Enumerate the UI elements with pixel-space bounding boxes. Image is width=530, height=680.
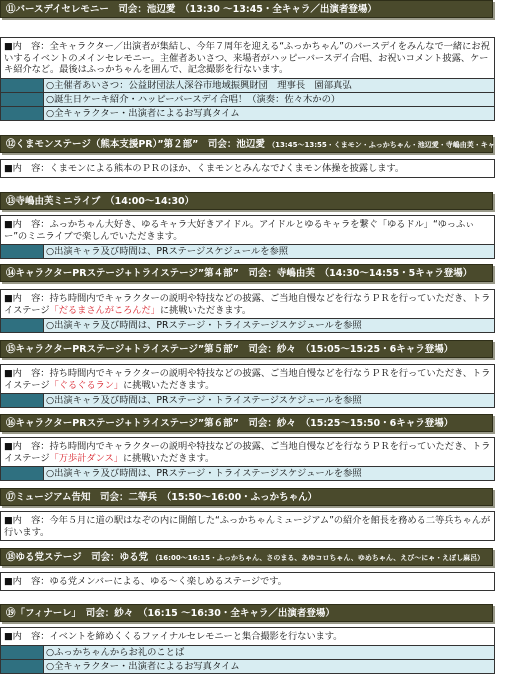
section-16-item: ○出演キャラ及び時間は、PRステージ・トライステージスケジュールを参照 [1,466,494,480]
section-12-description: ■内 容：くまモンによる熊本のＰＲのほか、くまモンとみんなで♪くまモン体操を披露します。 [4,163,405,174]
section-18-subtitle: （16:00～16:15・ふっかちゃん、さのまる、あゆコロちゃん、ゆめちゃん、えび～にゃ・えぼし麻呂） [151,554,485,562]
section-19-body [0,627,495,674]
section-14-body [0,289,495,333]
section-15-body [0,364,495,408]
section-15-item: ○出演キャラ及び時間は、PRステージ・トライステージスケジュールを参照 [1,393,494,407]
section-19-item: ○ふっかちゃんからお礼のことば [1,645,494,659]
section-11-item: ○主催者あいさつ：公益財団法人深谷市地域振興財団 理事長 園部真弘 [1,78,494,92]
section-11-body [0,37,495,121]
section-16-description: ■内 容：持ち時間内でキャラクターの説明や特技などの披露、ご当地自慢などを行なうＰＲを行っていただき、トライステージ「万歩計ダンス」に挑戦いただきます。 [4,441,491,464]
section-14-item: ○出演キャラ及び時間は、PRステージ・トライステージスケジュールを参照 [1,318,494,332]
section-12-subtitle: （13:45～13:55・くまモン・ふっかちゃん・池辺愛・寺嶋由芙・キャラも登場） [268,141,530,149]
section-14-description: ■内 容：持ち時間内でキャラクターの説明や特技などの披露、ご当地自慢などを行なうＰＲを行っていただき、トライステージ「だるまさんがころんだ」に挑戦いただきます。 [4,293,491,316]
section-13-item: ○出演キャラ及び時間は、PRステージスケジュールを参照 [1,244,494,258]
section-12-body [0,159,495,178]
section-17-header: ⑰ミュージアム告知 司会：二等兵 （15:50～16:00・ふっかちゃん） [0,488,493,506]
section-19-item: ○全キャラクター・出演者によるお写真タイム [1,659,494,673]
section-11-item: ○全キャラクター・出演者によるお写真タイム [1,106,494,120]
section-11-header: ⑪バースデイセレモニー 司会：池辺愛 （13:30 ～13:45・全キャラ／出演者登場） [0,0,493,18]
section-15-description: ■内 容：持ち時間内でキャラクターの説明や特技などの披露、ご当地自慢などを行なうＰＲを行っていただき、トライステージ「ぐるぐるラン」に挑戦いただきます。 [4,368,491,391]
section-15-header: ⑮キャラクターPRステージ+トライステージ”第５部” 司会：紗々 （15:05～15:25・6キャラ登場） [0,340,493,358]
try-stage-game: 「万歩計ダンス」 [49,452,123,464]
section-17-body [0,511,495,541]
try-stage-game: 「ぐるぐるラン」 [49,379,124,391]
section-16-header: ⑯キャラクターPRステージ+トライステージ”第６部” 司会：紗々 （15:25～15:50・6キャラ登場） [0,414,493,432]
section-13-header: ⑬寺嶋由芙ミニライブ （14:00～14:30） [0,192,493,210]
try-stage-game: 「だるまさんがころんだ」 [49,304,160,316]
section-11-description: ■内 容：全キャラクター／出演者が集結し、今年７周年を迎える“ふっかちゃん”のバースデイをみんなで一緒にお祝いするイベントのメインセレモニー。主催者あいさつ、来場者がハッピーバースデイ合唱、お祝いコメント披露、ケーキ紹介など。最後はふっかちゃんを囲んで、記念撮影を行ないます。 [4,41,490,75]
section-18-description: ■内 容：ゆる党メンバーによる、ゆる～く楽しめるステージです。 [4,576,287,587]
section-14-header: ⑭キャラクターPRステージ+トライステージ”第４部” 司会：寺嶋由芙 （14:30～14:55・5キャラ登場） [0,264,493,282]
section-12-header [0,135,530,153]
section-18-title: ⑱ゆる党ステージ 司会：ゆる党 [6,552,149,563]
section-19-description: ■内 容：イベントを締めくくるファイナルセレモニーと集合撮影を行ないます。 [4,631,343,642]
section-12-title: ⑫くまモンステージ（熊本支援PR）”第２部” 司会：池辺愛 [6,139,265,150]
section-18-body [0,572,495,591]
section-13-body [0,215,495,259]
section-17-description: ■内 容：今年５月に道の駅はなぞの内に開館した“ふっかちゃんミュージアム”の紹介を館長を務める二等兵ちゃんが行います。 [4,515,491,538]
section-18-header [0,548,493,566]
section-19-header: ⑲「フィナーレ」 司会：紗々 （16:15 ～16:30・全キャラ／出演者登場） [0,604,493,622]
section-13-description: ■内 容：ふっかちゃん大好き、ゆるキャラ大好きアイドル。アイドルとゆるキャラを繋ぐ「ゆるドル」“ゆっふぃー”のミニライブで楽しんでいただきます。 [4,219,475,242]
section-11-item: ○誕生日ケーキ紹介・ハッピーバースデイ合唱！（演奏：佐々木かの） [1,92,494,106]
section-16-body [0,437,495,481]
